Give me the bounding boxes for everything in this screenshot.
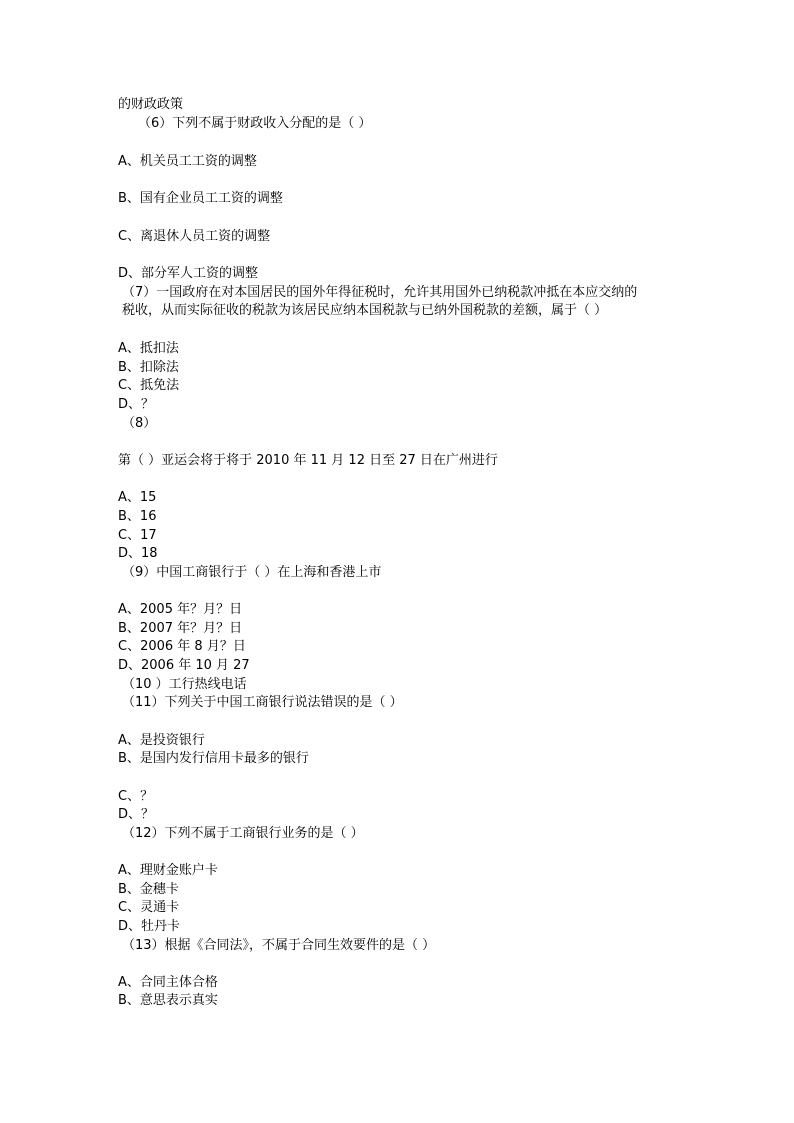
option-a: A、是投资银行	[118, 733, 205, 748]
question-8: （8）	[122, 416, 157, 431]
option-d: D、牡丹卡	[118, 919, 181, 934]
option-d: D、部分军人工资的调整	[118, 266, 259, 281]
option-d: D、2006 年 10 月 27	[118, 658, 250, 673]
option-b: B、是国内发行信用卡最多的银行	[118, 751, 309, 766]
option-a: A、合同主体合格	[118, 975, 218, 990]
text-line: 的财政政策	[118, 97, 184, 112]
option-c: C、离退休人员工资的调整	[118, 229, 271, 244]
option-b: B、金穗卡	[118, 882, 179, 897]
question-12: （12）下列不属于工商银行业务的是（ ）	[122, 826, 364, 841]
option-a: A、机关员工工资的调整	[118, 154, 257, 169]
option-c: C、灵通卡	[118, 900, 180, 915]
option-b: B、2007 年？月？日	[118, 621, 243, 636]
option-d: D、？	[118, 397, 155, 412]
option-d: D、18	[118, 546, 158, 561]
option-a: A、抵扣法	[118, 341, 179, 356]
question-7-cont: 税收，从而实际征收的税款为该居民应纳本国税款与已纳外国税款的差额，属于（ ）	[122, 303, 608, 318]
option-c: C、？	[118, 789, 154, 804]
option-b: B、国有企业员工工资的调整	[118, 191, 283, 206]
option-a: A、15	[118, 490, 157, 505]
question-9: （9）中国工商银行于（ ）在上海和香港上市	[122, 565, 382, 580]
option-d: D、？	[118, 807, 155, 822]
question-10: （10 ）工行热线电话	[122, 677, 247, 692]
question-8-text: 第（ ）亚运会将于将于 2010 年 11 月 12 日至 27 日在广州进行	[118, 453, 498, 468]
option-c: C、17	[118, 528, 157, 543]
question-7: （7）一国政府在对本国居民的国外年得征税时，允许其用国外已纳税款冲抵在本应交纳的	[122, 285, 638, 300]
option-c: C、2006 年 8 月？日	[118, 639, 246, 654]
option-a: A、理财金账户卡	[118, 863, 218, 878]
option-b: B、意思表示真实	[118, 993, 218, 1008]
question-13: （13）根据《合同法》，不属于合同生效要件的是（ ）	[122, 938, 436, 953]
option-a: A、2005 年？月？日	[118, 602, 243, 617]
option-b: B、16	[118, 509, 157, 524]
question-6: （6）下列不属于财政收入分配的是（ ）	[138, 116, 372, 131]
option-b: B、扣除法	[118, 360, 179, 375]
option-c: C、抵免法	[118, 378, 180, 393]
question-11: （11）下列关于中国工商银行说法错误的是（ ）	[122, 695, 403, 710]
